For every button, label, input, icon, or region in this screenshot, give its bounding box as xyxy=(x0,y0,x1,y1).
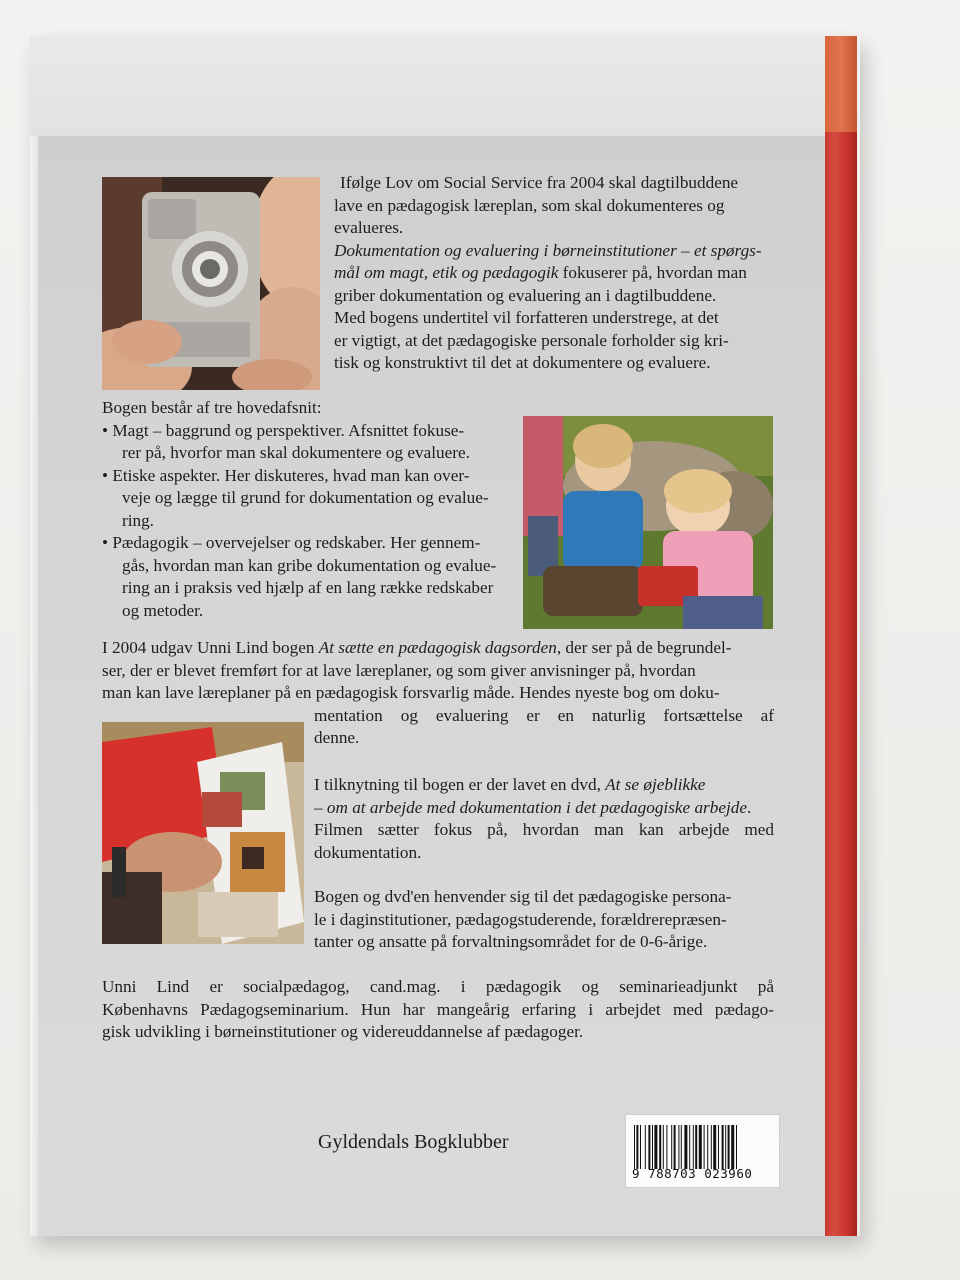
sections-heading: Bogen består af tre hovedafsnit: xyxy=(102,398,322,417)
barcode-bar xyxy=(736,1125,737,1169)
cover-left-edge xyxy=(30,136,38,1236)
intro-line: evalueres. xyxy=(334,218,404,237)
history-book-title: At sætte en pædagogisk dagsorden xyxy=(318,638,557,657)
dvd-prefix: I tilknytning til bogen er der lavet en dvd, xyxy=(314,775,606,794)
dvd-title: At se øjeblikke xyxy=(605,775,706,794)
intro-paragraph xyxy=(334,172,774,375)
publisher-name: Gyldendals Bogklubber xyxy=(318,1131,509,1153)
barcode-bar xyxy=(634,1125,635,1169)
barcode-bar xyxy=(652,1125,653,1169)
section-line: • Magt – baggrund og perspektiver. Afsnittet fokuse- xyxy=(102,420,465,440)
barcode-bar xyxy=(645,1125,646,1169)
barcode-bar xyxy=(725,1125,726,1169)
children-photo xyxy=(523,416,773,629)
barcode-bar xyxy=(718,1125,719,1169)
history-line: man kan lave læreplaner på en pædagogisk forsvarlig måde. Hendes nyeste bog om doku- xyxy=(102,683,720,702)
dvd-line: dokumentation. xyxy=(314,842,422,862)
isbn-barcode xyxy=(625,1114,780,1188)
author-line: Københavns Pædagogseminarium. Hun har mangeårig erfaring i arbejdet med pædago- xyxy=(102,999,774,1019)
audience-line: le i daginstitutioner, pædagogstuderende, forældrerepræsen- xyxy=(314,909,727,929)
barcode-bar xyxy=(666,1125,667,1169)
book-title-part-1: Dokumentation og evaluering i børneinstitutioner – et spørgs- xyxy=(334,240,762,260)
book-spine-top xyxy=(825,36,857,132)
barcode-bar xyxy=(663,1125,664,1169)
section-line: • Pædagogik – overvejelser og redskaber. Her gennem- xyxy=(102,533,481,552)
section-line: • Etiske aspekter. Her diskuteres, hvad man kan over- xyxy=(102,465,470,485)
history-line: mentation og evaluering er en naturlig fortsættelse af xyxy=(314,705,774,725)
barcode-bar xyxy=(699,1125,702,1169)
barcode-bar xyxy=(728,1125,730,1169)
audience-line: tanter og ansatte på forvaltningsområdet for de 0-6-årige. xyxy=(314,932,708,951)
barcode-bar xyxy=(654,1125,657,1169)
history-line: denne. xyxy=(314,728,360,747)
after-title-text: fokuserer på, hvordan man xyxy=(558,263,747,282)
cover-top-band xyxy=(30,36,830,136)
barcode-bar xyxy=(713,1125,716,1169)
barcode-bar xyxy=(693,1125,694,1169)
section-line: rer på, hvorfor man skal dokumentere og evaluere. xyxy=(122,443,470,462)
book-title-line-2 xyxy=(334,262,774,285)
barcode-bar xyxy=(681,1125,682,1169)
barcode-bar xyxy=(684,1125,687,1169)
barcode-bar xyxy=(722,1125,724,1169)
intro-line: Ifølge Lov om Social Service fra 2004 skal dagtilbuddene xyxy=(340,173,739,192)
history-line-1 xyxy=(102,637,774,660)
section-line: og metoder. xyxy=(122,600,204,620)
history-suffix: , der ser på de begrundel- xyxy=(556,638,732,657)
dvd-line: Filmen sætter fokus på, hvordan man kan arbejde med xyxy=(314,820,774,839)
barcode-bar xyxy=(711,1125,712,1169)
barcode-bar xyxy=(731,1125,734,1169)
sections-list xyxy=(102,397,512,622)
camera-photo xyxy=(102,177,320,390)
section-line: veje og lægge til grund for dokumentation og evalue- xyxy=(122,488,489,507)
section-line: ring an i praksis ved hjælp af en lang række redskaber xyxy=(122,578,494,597)
audience-paragraph xyxy=(314,886,774,954)
dvd-line-2 xyxy=(314,797,774,820)
book-spine xyxy=(825,36,857,1236)
barcode-bar xyxy=(640,1125,641,1169)
barcode-bar xyxy=(671,1125,672,1169)
author-line: gisk udvikling i børneinstitutioner og videreuddannelse af pædagoger. xyxy=(102,1022,584,1041)
dvd-paragraph xyxy=(314,774,774,864)
documentation-photo xyxy=(102,722,304,944)
barcode-bars xyxy=(634,1125,771,1169)
intro-line: er vigtigt, at det pædagogiske personale forholder sig kri- xyxy=(334,330,729,350)
barcode-bar xyxy=(659,1125,661,1169)
barcode-bar xyxy=(707,1125,708,1169)
history-prefix: I 2004 udgav Unni Lind bogen xyxy=(102,638,319,657)
history-line: ser, der er blevet fremført for at lave læreplaner, og som giver anvisninger på, hvordan xyxy=(102,660,696,680)
intro-line: lave en pædagogisk læreplan, som skal dokumenteres og xyxy=(334,195,725,215)
audience-line: Bogen og dvd'en henvender sig til det pædagogiske persona- xyxy=(314,887,732,906)
barcode-bar xyxy=(704,1125,705,1169)
book-title-part-2: mål om magt, etik og pædagogik xyxy=(334,263,559,282)
intro-line: griber dokumentation og evaluering an i dagtilbuddene. xyxy=(334,285,717,305)
book-title-italic-line xyxy=(334,240,774,263)
barcode-bar xyxy=(689,1125,690,1169)
isbn-digits: 9 788703 023960 xyxy=(632,1166,753,1181)
section-line: gås, hvordan man kan gribe dokumentation og evalue- xyxy=(122,555,497,575)
dvd-subtitle-period: . xyxy=(746,797,752,817)
dvd-subtitle: – om at arbejde med dokumentation i det pædagogiske arbejde xyxy=(314,797,747,817)
barcode-bar xyxy=(648,1125,650,1169)
barcode-bar xyxy=(636,1125,638,1169)
intro-line: tisk og konstruktivt til det at dokumentere og evaluere. xyxy=(334,353,711,372)
intro-line: Med bogens undertitel vil forfatteren understrege, at det xyxy=(334,308,719,327)
dvd-line-1 xyxy=(314,774,774,797)
author-paragraph xyxy=(102,976,774,1044)
section-line: ring. xyxy=(122,510,154,530)
history-paragraph xyxy=(102,637,774,750)
barcode-bar xyxy=(674,1125,676,1169)
barcode-bar xyxy=(678,1125,679,1169)
barcode-bar xyxy=(695,1125,697,1169)
author-line: Unni Lind er socialpædagog, cand.mag. i pædagogik og seminarieadjunkt på xyxy=(102,977,774,996)
